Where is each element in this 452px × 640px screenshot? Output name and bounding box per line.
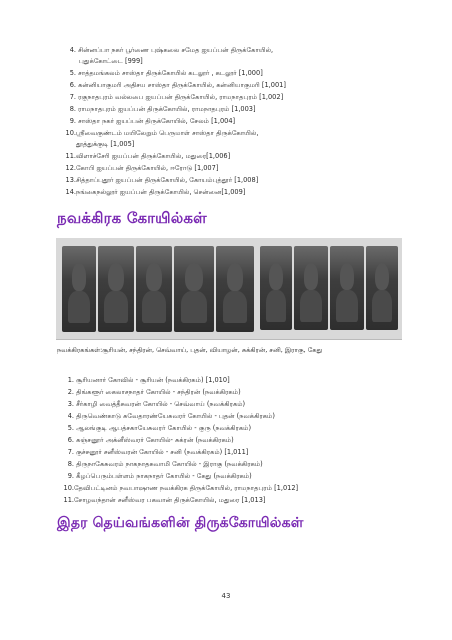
list-item: 4. திருவெண்காடு சுவேதாரண்யேசுவரர் கோயில் - புதன் (நவக்கிரகம்)	[67, 412, 275, 420]
list-item: 7. குச்சனூர் சனீஸ்வரன் கோயில் - சனி (நவக்கிரகம்) [1,011]	[67, 448, 249, 456]
section-heading-other-deities: இதர தெய்வங்களின் திருக்கோயில்கள்	[57, 515, 304, 531]
list-item: 3. சீர்காழி வைத்தீசுவரன் கோயில் - செவ்வாய் (நவக்கிரகம்)	[67, 400, 246, 408]
statue-panel	[174, 246, 214, 332]
page-number: 43	[221, 592, 231, 600]
section-heading-navagraha: நவக்கிரக கோயில்கள்	[57, 209, 207, 227]
list-item: 9. சாஸ்தா நகர் ஐயப்பன் திருக்கோயில், சேலம் [1,004]	[69, 117, 236, 125]
statue-panel	[330, 246, 364, 330]
list-item: 7. ரகுநாதபுரம் வல்லபை ஐயப்பன் திருக்கோயில், ராமநாதபுரம் [1,002]	[69, 93, 284, 101]
statue-panel	[216, 246, 254, 332]
list-item: 8. திருநாகேசுவரம் நாகநாதசுவாமி கோயில் - இராகு (நவக்கிரகம்)	[67, 460, 263, 468]
statue-panel	[366, 246, 398, 330]
list-item: 8. ராமநாதபுரம் ஐயப்பன் திருக்கோயில், ராமநாதபுரம் [1,003]	[69, 105, 256, 113]
navagraha-statues-photo	[56, 238, 402, 340]
list-item: 12.கோபி ஐயப்பன் திருக்கோயில், ஈரோடு [1,007]	[65, 164, 219, 172]
list-item: தூத்துக்குடி [1,005]	[76, 140, 135, 148]
statue-panel	[136, 246, 172, 332]
list-item: 5. ஆலங்குடி ஆபத்சகாயேசுவரர் கோயில் - குரு (நவக்கிரகம்)	[67, 424, 252, 432]
list-item: 5. சாத்தமங்கலம் சாஸ்தா திருக்கோயில் கடலூர் , கடலூர் [1,000]	[69, 69, 263, 77]
photo-caption: நவக்கிரகங்கள்:சூரியன், சந்திரன், செவ்வாய், புதன், வியாழன், சுக்கிரன், சனி, இராகு, கேது	[57, 346, 323, 354]
statue-panel	[98, 246, 134, 332]
list-item: 11.சோழவந்தான் சனீஸ்வர பகவான் திருக்கோயில், மதுரை [1,013]	[63, 496, 266, 504]
statue-panel	[294, 246, 328, 330]
statue-panel	[260, 246, 292, 330]
list-item: புதுக்கோட்டை [999]	[79, 57, 143, 65]
list-item: 2. திங்களூர் கைலாசநாதர் கோயில் - சந்திரன் (நவக்கிரகம்)	[67, 388, 241, 396]
list-item: 6. கன்னியாகுமரி அதிசய சாஸ்தா திருக்கோயில், கன்னியாகுமரி [1,001]	[69, 81, 286, 89]
list-item: 11.விளாச்சேரி ஐயப்பன் திருக்கோயில், மதுரை[1,006]	[65, 152, 231, 160]
list-item: 13.சித்தாப்புதூர் ஐயப்பன் திருக்கோயில், கோயம்புத்தூர் [1,008]	[65, 176, 259, 184]
list-item: 10.தேவிபட்டினம் நவபாஷாண நவக்கிரக திருக்கோயில், ராமநாதபுரம் [1,012]	[63, 484, 299, 492]
list-item: 10.ஸ்ரீவைகுண்டம் மயிலேறும் பெருமாள் சாஸ்தா திருக்கோயில்,	[65, 129, 259, 137]
list-item: 14.நங்கைநல்லூர் ஐயப்பன் திருக்கோயில், சென்னை[1,009]	[65, 188, 246, 196]
list-item: 4. சின்னப்பா நகர் பூர்ணை புஷ்கலை சமேத ஐயப்பன் திருக்கோயில்,	[69, 46, 274, 54]
list-item: 1. சூரியனார் கோவில் - சூரியன் (நவக்கிரகம்) [1,010]	[67, 376, 230, 384]
statue-panel	[62, 246, 96, 332]
list-item: 9. கீழப்பெரும்பள்ளம் நாகநாதர் கோயில் - கேது (நவக்கிரகம்)	[67, 472, 252, 480]
list-item: 6. கஞ்சனூர் அக்னீஸ்வரர் கோயில்- சுக்ரன் (நவக்கிரகம்)	[67, 436, 234, 444]
